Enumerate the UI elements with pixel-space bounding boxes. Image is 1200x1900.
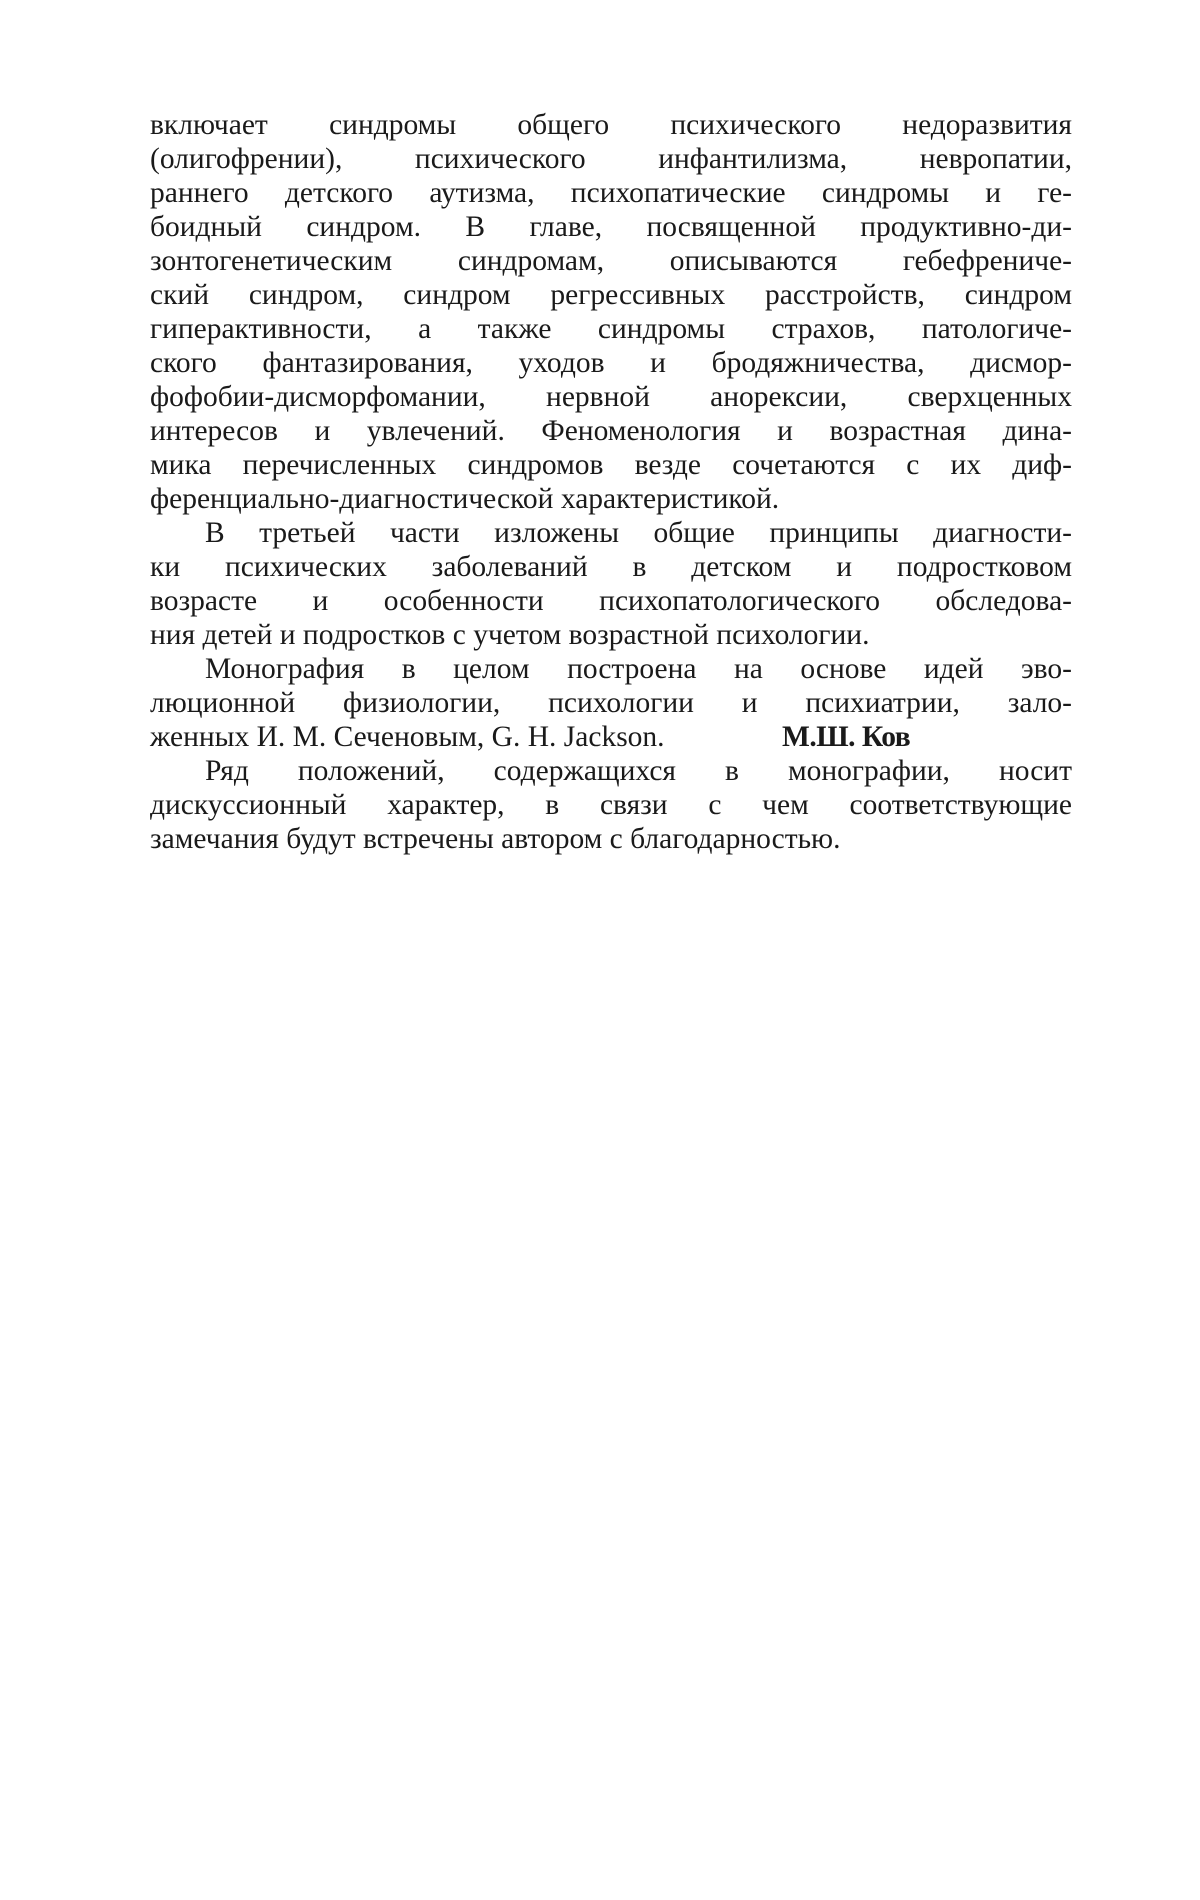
text-line: ния детей и подростков с учетом возрастной психологии. [150,619,870,651]
text-line: люционной физиологии, психологии и психиатрии, зало- [150,687,1072,719]
text-line: дискуссионный характер, в связи с чем соответствующие [150,789,1072,821]
text-line: ский синдром, синдром регрессивных расстройств, синдром [150,279,1072,311]
text-line: мика перечисленных синдромов везде сочетаются с их диф- [150,449,1072,481]
text-line: ского фантазирования, уходов и бродяжничества, дисмор- [150,347,1072,379]
text-line: возрасте и особенности психопатологического обследова- [150,585,1072,617]
text-line: ференциально-диагностической характеристикой. [150,483,780,515]
text-line: боидный синдром. В главе, посвященной продуктивно-ди- [150,211,1072,243]
text-line: ки психических заболеваний в детском и подростковом [150,551,1072,583]
text-line: Ряд положений, содержащихся в монографии, носит [205,755,1072,787]
text-line: раннего детского аутизма, психопатические синдромы и ге- [150,177,1072,209]
text-line: интересов и увлечений. Феноменология и возрастная дина- [150,415,1072,447]
overprinted-initials: М.Ш. Ков [782,721,911,753]
text-line: гиперактивности, а также синдромы страхов, патологиче- [150,313,1072,345]
text-line: женных И. М. Сеченовым, G. H. Jackson. [150,721,665,753]
text-line: зонтогенетическим синдромам, описываются гебефрениче- [150,245,1072,277]
document-page [150,108,1072,856]
text-line: замечания будут встречены автором с благодарностью. [150,823,841,855]
text-line: фофобии-дисморфомании, нервной анорексии, сверхценных [150,381,1072,413]
text-line: (олигофрении), психического инфантилизма, невропатии, [150,143,1072,175]
text-line: включает синдромы общего психического недоразвития [150,109,1072,141]
paragraph-1 [150,108,1072,516]
paragraph-4 [150,754,1072,856]
paragraph-3 [150,652,1072,754]
text-line: Монография в целом построена на основе идей эво- [205,653,1072,685]
signature-line [150,720,1072,754]
paragraph-2 [150,516,1072,652]
text-line: В третьей части изложены общие принципы диагности- [205,517,1072,549]
